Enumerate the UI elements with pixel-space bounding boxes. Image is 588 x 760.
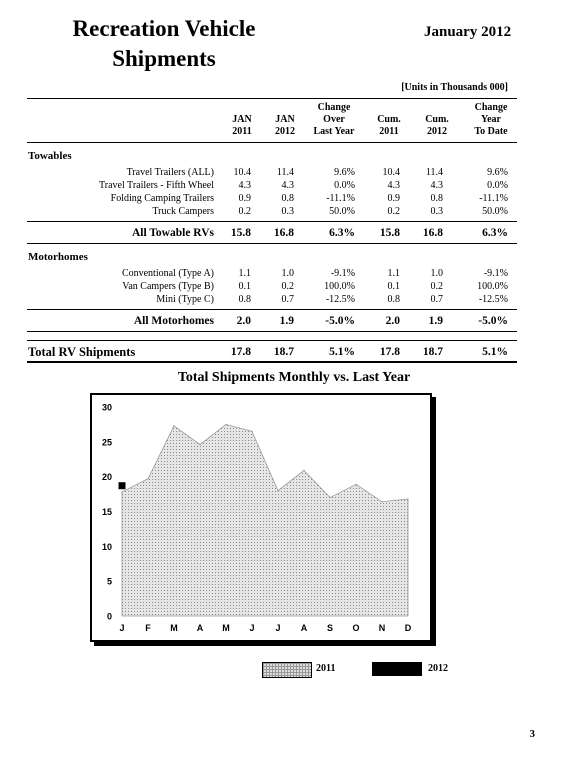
legend-swatch-2012	[372, 662, 422, 676]
x-tick-label: M	[222, 623, 230, 633]
table-cell: 50.0%	[482, 206, 508, 217]
column-header: JAN	[232, 114, 252, 125]
y-tick-label: 25	[101, 437, 112, 448]
series-2011-point	[407, 498, 408, 499]
column-header: 2012	[427, 126, 447, 137]
section-end-rule	[27, 243, 517, 244]
table-cell: 10.4	[233, 167, 251, 178]
report-date: January 2012	[424, 24, 512, 40]
table-cell: 0.2	[430, 281, 443, 292]
table-cell: -11.1%	[479, 193, 508, 204]
table-cell: 11.4	[276, 167, 294, 178]
table-cell: -12.5%	[325, 294, 355, 305]
column-header: Cum.	[377, 114, 401, 125]
subtotal-label: All Motorhomes	[133, 315, 214, 327]
table-cell: 0.8	[281, 193, 294, 204]
table-cell: 4.3	[281, 180, 294, 191]
chart-frame	[90, 393, 432, 642]
series-2011-point	[173, 425, 174, 426]
series-2012-point	[119, 482, 126, 489]
table-cell: 0.7	[430, 294, 443, 305]
table-cell: 100.0%	[324, 281, 355, 292]
column-header: Change	[317, 102, 351, 113]
x-tick-label: F	[145, 623, 151, 633]
table-cell: 0.7	[281, 294, 294, 305]
subtotal-rule	[27, 221, 517, 222]
table-cell: -9.1%	[330, 268, 355, 279]
shipments-chart	[92, 395, 430, 640]
grand-total-label: Total RV Shipments	[28, 345, 136, 359]
subtotal-label: All Towable RVs	[131, 227, 214, 239]
x-tick-label: J	[119, 623, 125, 633]
series-2011-point	[251, 431, 252, 432]
x-tick-label: S	[326, 623, 334, 633]
column-header: Change	[474, 102, 508, 113]
column-header: Cum.	[425, 114, 449, 125]
table-cell: 0.2	[238, 206, 251, 217]
grand-total-cell: 18.7	[273, 346, 294, 358]
row-label: Van Campers (Type B)	[122, 281, 214, 292]
header-rule	[27, 142, 517, 143]
subtotal-cell: 15.8	[230, 227, 251, 239]
grand-total-rule-top	[27, 340, 517, 341]
table-cell: 0.1	[387, 281, 400, 292]
table-cell: 11.4	[425, 167, 443, 178]
grand-total-cell: 17.8	[379, 346, 400, 358]
table-cell: 0.1	[238, 281, 251, 292]
subtotal-cell: 16.8	[273, 227, 294, 239]
table-cell: 0.2	[281, 281, 294, 292]
table-cell: 9.6%	[487, 167, 508, 178]
table-cell: 1.0	[430, 268, 443, 279]
series-2011-point	[329, 497, 330, 498]
table-cell: 9.6%	[334, 167, 355, 178]
table-cell: 0.8	[387, 294, 400, 305]
x-tick-label: A	[300, 623, 308, 633]
column-header: 2012	[275, 126, 295, 137]
series-2011-point	[355, 484, 356, 485]
column-header: Over	[323, 114, 345, 125]
row-label: Folding Camping Trailers	[110, 193, 214, 204]
y-tick-label: 10	[101, 541, 112, 552]
table-cell: 0.8	[430, 193, 443, 204]
subtotal-cell: 16.8	[422, 227, 443, 239]
chart-title: Total Shipments Monthly vs. Last Year	[177, 370, 411, 385]
legend-label-2012: 2012	[428, 663, 448, 674]
grand-total-cell: 18.7	[422, 346, 443, 358]
subtotal-cell: 2.0	[385, 315, 400, 327]
table-cell: 0.9	[387, 193, 400, 204]
legend-swatch-2011	[262, 662, 312, 678]
series-2011-point	[303, 470, 304, 471]
subtotal-cell: -5.0%	[325, 315, 355, 327]
subtotal-cell: 6.3%	[329, 227, 355, 239]
x-tick-label: J	[275, 623, 281, 633]
page-number: 3	[529, 728, 535, 740]
series-2011-point	[381, 501, 382, 502]
report-title: Recreation Vehicle Shipments	[72, 16, 256, 71]
table-cell: 4.3	[387, 180, 400, 191]
table-cell: 1.1	[238, 268, 251, 279]
grand-total-cell: 5.1%	[329, 346, 355, 358]
row-label: Truck Campers	[152, 206, 214, 217]
x-tick-label: J	[249, 623, 255, 633]
series-2011-point	[147, 478, 148, 479]
grand-total-cell: 5.1%	[482, 346, 508, 358]
table-cell: 100.0%	[477, 281, 508, 292]
table-cell: 0.2	[387, 206, 400, 217]
column-header: To Date	[474, 126, 508, 137]
y-tick-label: 20	[101, 472, 112, 483]
table-cell: -9.1%	[483, 268, 508, 279]
column-header: Year	[481, 114, 501, 125]
table-cell: -11.1%	[326, 193, 355, 204]
units-note: [Units in Thousands 000]	[401, 82, 508, 93]
column-header: 2011	[232, 126, 252, 137]
series-2011-point	[225, 424, 226, 425]
series-2011-area	[122, 424, 408, 616]
series-2011-point	[277, 490, 278, 491]
grand-total-rule-bottom	[27, 361, 517, 363]
grand-total-cell: 17.8	[230, 346, 251, 358]
x-tick-label: N	[378, 623, 386, 633]
section-end-rule	[27, 331, 517, 332]
x-tick-label: M	[170, 623, 178, 633]
y-tick-label: 0	[106, 611, 112, 622]
table-cell: 0.3	[430, 206, 443, 217]
x-tick-label: O	[352, 623, 360, 633]
column-header: Last Year	[313, 126, 355, 137]
y-tick-label: 30	[101, 402, 112, 413]
table-cell: 0.9	[238, 193, 251, 204]
y-tick-label: 5	[106, 576, 112, 587]
row-label: Travel Trailers - Fifth Wheel	[99, 180, 214, 191]
column-header: 2011	[379, 126, 399, 137]
subtotal-cell: 6.3%	[482, 227, 508, 239]
table-cell: 10.4	[382, 167, 400, 178]
series-2011-point	[199, 444, 200, 445]
row-label: Conventional (Type A)	[121, 268, 214, 279]
table-cell: 0.0%	[487, 180, 508, 191]
subtotal-cell: 15.8	[379, 227, 400, 239]
series-2011-point	[121, 491, 122, 492]
row-label: Mini (Type C)	[156, 294, 214, 305]
table-cell: 1.1	[387, 268, 400, 279]
legend-label-2011: 2011	[316, 663, 336, 674]
x-tick-label: D	[404, 623, 412, 633]
row-label: Travel Trailers (ALL)	[126, 167, 214, 178]
subtotal-cell: 1.9	[279, 315, 294, 327]
table-cell: 1.0	[281, 268, 294, 279]
x-tick-label: A	[196, 623, 204, 633]
table-top-rule	[27, 98, 517, 99]
subtotal-cell: 1.9	[428, 315, 443, 327]
y-tick-label: 15	[101, 507, 112, 517]
table-cell: 0.8	[238, 294, 251, 305]
subtotal-cell: 2.0	[236, 315, 251, 327]
table-cell: 4.3	[430, 180, 443, 191]
table-cell: 0.0%	[334, 180, 355, 191]
section-heading: Towables	[28, 150, 72, 162]
section-heading: Motorhomes	[28, 251, 88, 263]
column-header: JAN	[275, 114, 295, 125]
table-cell: -12.5%	[478, 294, 508, 305]
table-cell: 50.0%	[329, 206, 355, 217]
subtotal-cell: -5.0%	[478, 315, 508, 327]
table-cell: 0.3	[281, 206, 294, 217]
subtotal-rule	[27, 309, 517, 310]
table-cell: 4.3	[238, 180, 251, 191]
